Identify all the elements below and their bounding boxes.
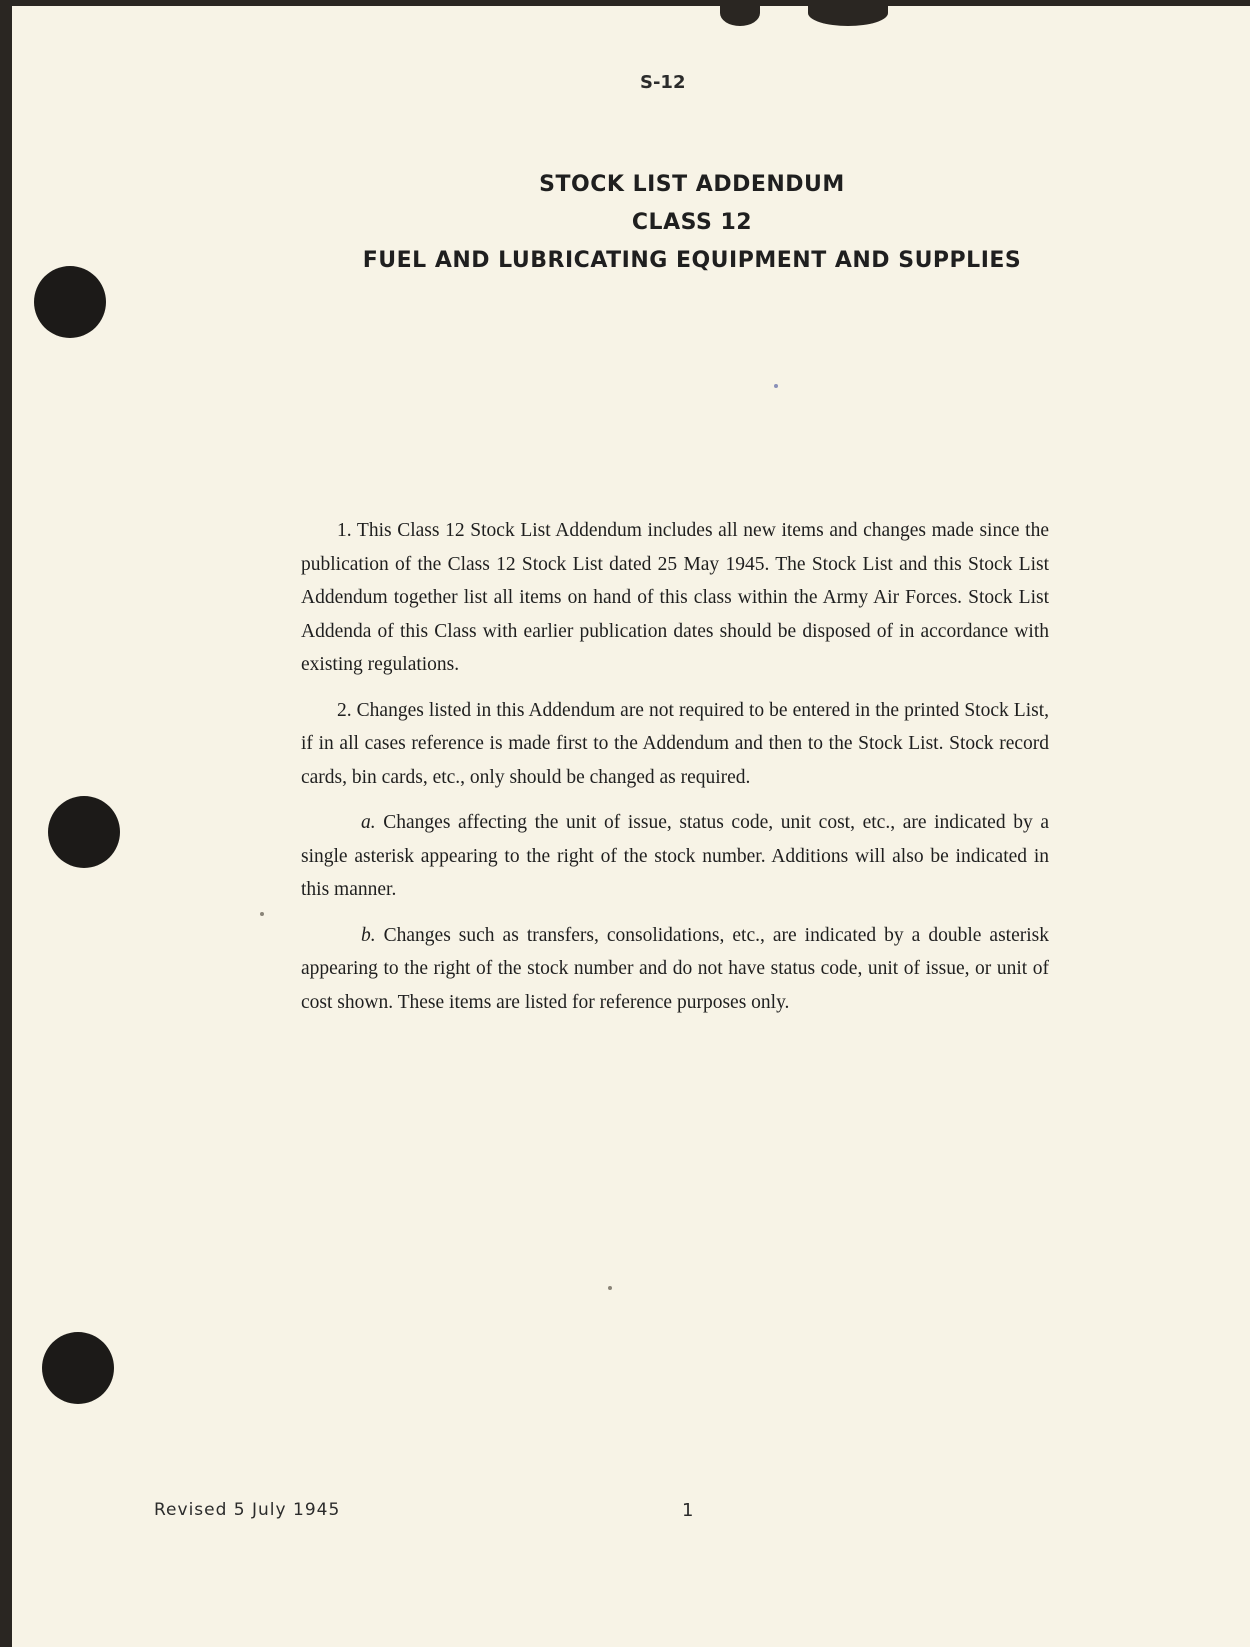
paper-speck bbox=[774, 384, 778, 388]
revision-date: Revised 5 July 1945 bbox=[154, 1500, 341, 1520]
heading-block bbox=[12, 166, 1250, 280]
subparagraph-text: Changes affecting the unit of issue, status code, unit cost, etc., are indicated by a single asterisk appearing to the right of the stock number. Additions will also be indicated in this manner. bbox=[301, 812, 1049, 900]
class-description: FUEL AND LUBRICATING EQUIPMENT AND SUPPLIES bbox=[362, 248, 1022, 273]
class-heading: CLASS 12 bbox=[631, 210, 753, 235]
subparagraph-text: Changes such as transfers, consolidations, etc., are indicated by a double asterisk appearing to the right of the stock number and do not have status code, unit of issue, or unit of cost shown. These items are listed for reference purposes only. bbox=[301, 924, 1049, 1013]
document-title: STOCK LIST ADDENDUM bbox=[539, 172, 845, 197]
body-text bbox=[301, 514, 1049, 1031]
paragraph-1: 1. This Class 12 Stock List Addendum includes all new items and changes made since the publication of the Class 12 Stock List dated 25 May 1945. The Stock List and this Stock List Addendum together list all items on hand of this class within the Army Air Forces. Stock List Addenda of this Class with earlier publication dates should be disposed of in accordance with existing regulations. bbox=[301, 520, 1049, 675]
page-number: 1 bbox=[682, 1500, 694, 1521]
subparagraph-letter: b. bbox=[361, 924, 376, 946]
punch-hole bbox=[42, 1332, 114, 1404]
document-page bbox=[12, 6, 1250, 1647]
page-code: S-12 bbox=[640, 72, 686, 93]
punch-hole bbox=[48, 796, 120, 868]
subparagraph-a bbox=[301, 806, 1049, 907]
subparagraph-b bbox=[301, 919, 1049, 1020]
paper-speck bbox=[260, 912, 264, 916]
page-edge-notch bbox=[720, 6, 760, 26]
paragraph-2: 2. Changes listed in this Addendum are not required to be entered in the printed Stock List, if in all cases reference is made first to the Addendum and then to the Stock List. Stock record cards, bin cards, etc., only should be changed as required. bbox=[301, 699, 1049, 788]
paper-speck bbox=[608, 1286, 612, 1290]
page-edge-notch bbox=[808, 6, 888, 26]
subparagraph-letter: a. bbox=[361, 812, 376, 833]
